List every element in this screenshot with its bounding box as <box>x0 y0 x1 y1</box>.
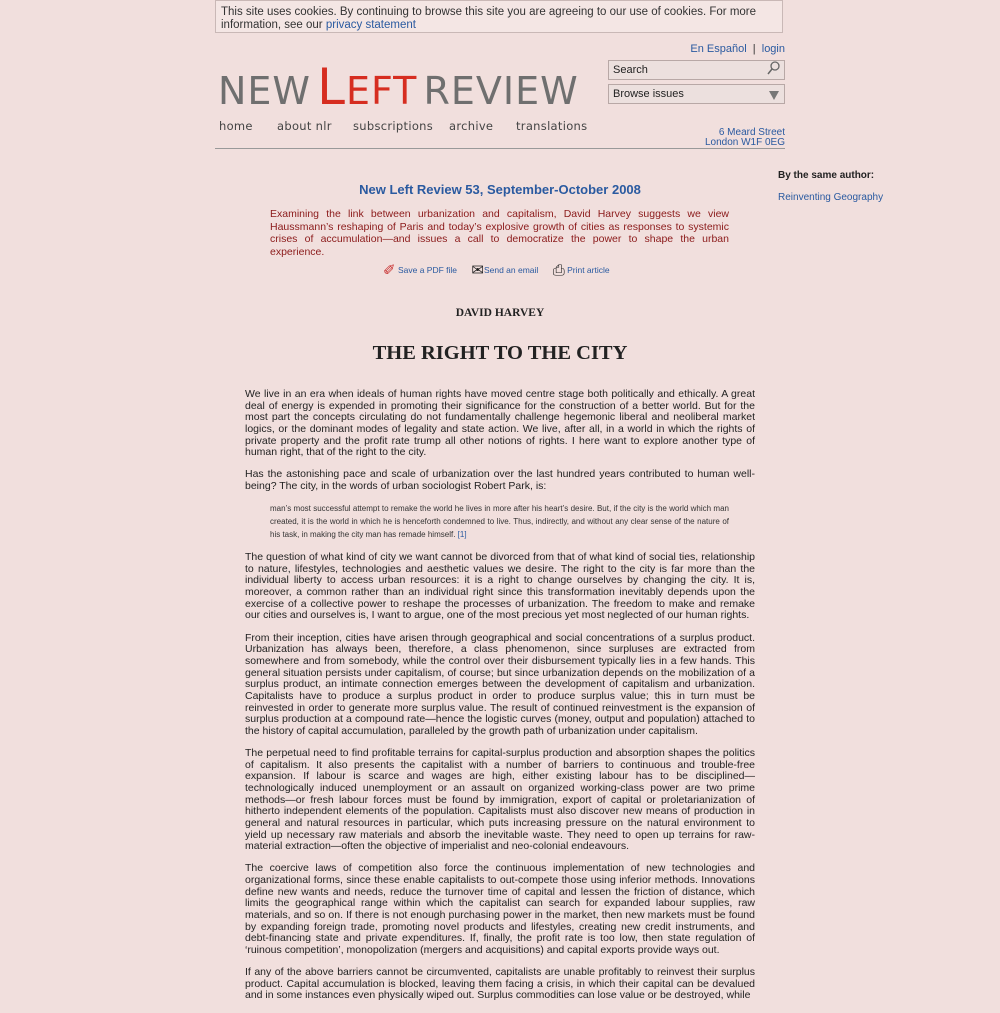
article-body <box>245 389 755 1013</box>
article-author: DAVID HARVEY <box>455 307 545 319</box>
paragraph-2: Has the astonishing pace and scale of urbanization over the last hundred years contributed to human well-being? The city, in the words of urban sociologist Robert Park, is: <box>245 468 755 493</box>
send-email-button[interactable]: ✉Send an email <box>471 262 539 279</box>
printer-icon: ⎙ <box>552 262 565 279</box>
browse-issues-label: Browse issues <box>613 88 684 100</box>
chevron-down-icon <box>768 85 780 106</box>
address-line2: London W1F 0EG <box>704 137 785 148</box>
nav-archive[interactable]: archive <box>449 119 494 133</box>
login-link[interactable]: login <box>761 43 785 55</box>
issue-heading[interactable]: New Left Review 53, September-October 2008 <box>359 182 641 197</box>
paragraph-5: The perpetual need to find profitable terrains for capital-surplus production and absorption shapes the politics of capitalism. It also presents the capitalist with a number of barriers to continuous and trouble-free expansion. If labour is scarce and wages are high, either existing labour has to be disciplined—technologically induced unemployment or an assault on organized working-class power are two prime methods—or fresh labour forces must be found by immigration, export of capital or proletarianization of hitherto independent elements of the population. Capitalists must also discover new means of production in general and natural resources in particular, which puts increasing pressure on the natural environment to yield up necessary raw materials and absorb the inevitable waste. They need to open up terrains for raw-material extraction—often the objective of imperialist and neo-colonial endeavours. <box>245 746 755 853</box>
paragraph-3: The question of what kind of city we want cannot be divorced from that of what kind of social ties, relationship to nature, lifestyles, technologies and aesthetic values we desire. The right to the city is far more than the individual liberty to access urban resources: it is a right to change ourselves by changing the city. It is, moreover, a common rather than an individual right since this transformation inevitably depends upon the exercise of a collective power to reshape the processes of urbanization. The freedom to make and remake our cities and ourselves is, I want to argue, one of the most precious yet most neglected of our human rights. <box>245 551 755 622</box>
pdf-icon: ✐ <box>383 262 396 279</box>
privacy-statement-link[interactable]: privacy statement <box>325 19 416 31</box>
nav-home[interactable]: home <box>219 119 253 133</box>
search-input[interactable] <box>608 60 785 80</box>
print-article-button[interactable]: ⎙ Print article <box>552 262 610 279</box>
block-quote: man’s most successful attempt to remake the world he lives in more after his heart’s desire. But, if the city is the world which man created, it is the world in which he is henceforth condemned to live. Thus, indirectly, and without any clear sense of the nature of his task, in making the city man has remade himself. [1] <box>270 504 729 539</box>
paragraph-4: From their inception, cities have arisen through geographical and social concentrations of a surplus product. Urbanization has always been, therefore, a class phenomenon, since surpluses are extracted from somewhere and from somebody, while the control over their disbursement typically lies in a few hands. This general situation persists under capitalism, of course; but since urbanization depends on the mobilization of a surplus product, an intimate connection emerges between the development of capitalism and urbanization. Capitalists have to produce a surplus product in order to produce surplus value; this in turn must be reinvested in order to generate more surplus value. The result of continued reinvestment is the expansion of surplus production at a compound rate—hence the logistic curves (money, output and population) attached to the history of capital accumulation, paralleled by the growth path of urbanization under capitalism. <box>245 631 755 737</box>
same-author-link[interactable]: Reinventing Geography <box>778 192 884 203</box>
cookie-banner <box>215 0 783 33</box>
top-links-separator: | <box>752 43 756 55</box>
nav-translations[interactable]: translations <box>516 119 588 133</box>
cookie-text: This site uses cookies. By continuing to browse this site you are agreeing to our use of cookies. For more information, see our <box>221 6 757 31</box>
browse-issues-select[interactable] <box>608 84 785 104</box>
search-placeholder: Search <box>613 64 648 76</box>
paragraph-7: If any of the above barriers cannot be circumvented, capitalists are unable profitably to reinvest their surplus product. Capital accumulation is blocked, leaving them facing a crisis, in which their capital can be devalued and in some instances even physically wiped out. Surplus commodities can lose value or be destroyed, while <box>245 966 755 1002</box>
address-line1: 6 Meard Street <box>718 127 785 138</box>
top-links <box>690 43 785 55</box>
same-author-heading: By the same author: <box>778 170 875 181</box>
article-title: THE RIGHT TO THE CITY <box>372 342 628 364</box>
search-icon[interactable] <box>767 61 780 80</box>
sidebar <box>778 170 883 203</box>
nav-subscriptions[interactable]: subscriptions <box>353 119 434 133</box>
article-abstract: Examining the link between urbanization and capitalism, David Harvey suggests we view Haussmann’s reshaping of Paris and today’s explosive growth of cities as responses to systemic crises of accumulation—and issues a call to democratize the power to shape the urban experience. <box>270 208 729 259</box>
article-tools <box>383 261 622 279</box>
nav-about-nlr[interactable]: about nlr <box>277 119 332 133</box>
footnote-link-1[interactable]: [1] <box>457 529 467 539</box>
logo-review: REVIEW <box>423 69 579 113</box>
paragraph-1: We live in an era when ideals of human rights have moved centre stage both politically and ethically. A great deal of energy is expended in promoting their significance for the construction of a better world. But for the most part the concepts circulating do not fundamentally challenge hegemonic liberal and neoliberal market logics, or the dominant modes of legality and state action. We live, after all, in a world in which the rights of private property and the profit rate trump all other notions of rights. I here want to explore another type of human right, that of the right to the city. <box>245 388 755 459</box>
logo-new: NEW <box>218 69 312 113</box>
address <box>705 128 785 148</box>
header-divider <box>215 148 785 149</box>
envelope-icon: ✉ <box>471 262 484 279</box>
site-logo[interactable] <box>218 58 579 116</box>
logo-left: LEFT <box>317 58 418 116</box>
main-nav <box>219 119 587 133</box>
paragraph-6: The coercive laws of competition also force the continuous implementation of new technologies and organizational forms, since these enable capitalists to out-compete those using inferior methods. Innovations define new wants and needs, reduce the turnover time of capital and lessen the friction of distance, which limits the geographical range within which the capitalist can search for expanded labour supplies, raw materials, and so on. If there is not enough purchasing power in the market, then new markets must be found by expanding foreign trade, promoting novel products and lifestyles, creating new credit instruments, and debt-financing state and private expenditures. If, finally, the profit rate is too low, then state regulation of ‘ruinous competition’, monopolization (mergers and acquisitions) and capital exports provide ways out. <box>245 862 755 956</box>
espanol-link[interactable]: En Español <box>690 43 747 55</box>
save-pdf-button[interactable]: ✐ Save a PDF file <box>383 262 458 279</box>
